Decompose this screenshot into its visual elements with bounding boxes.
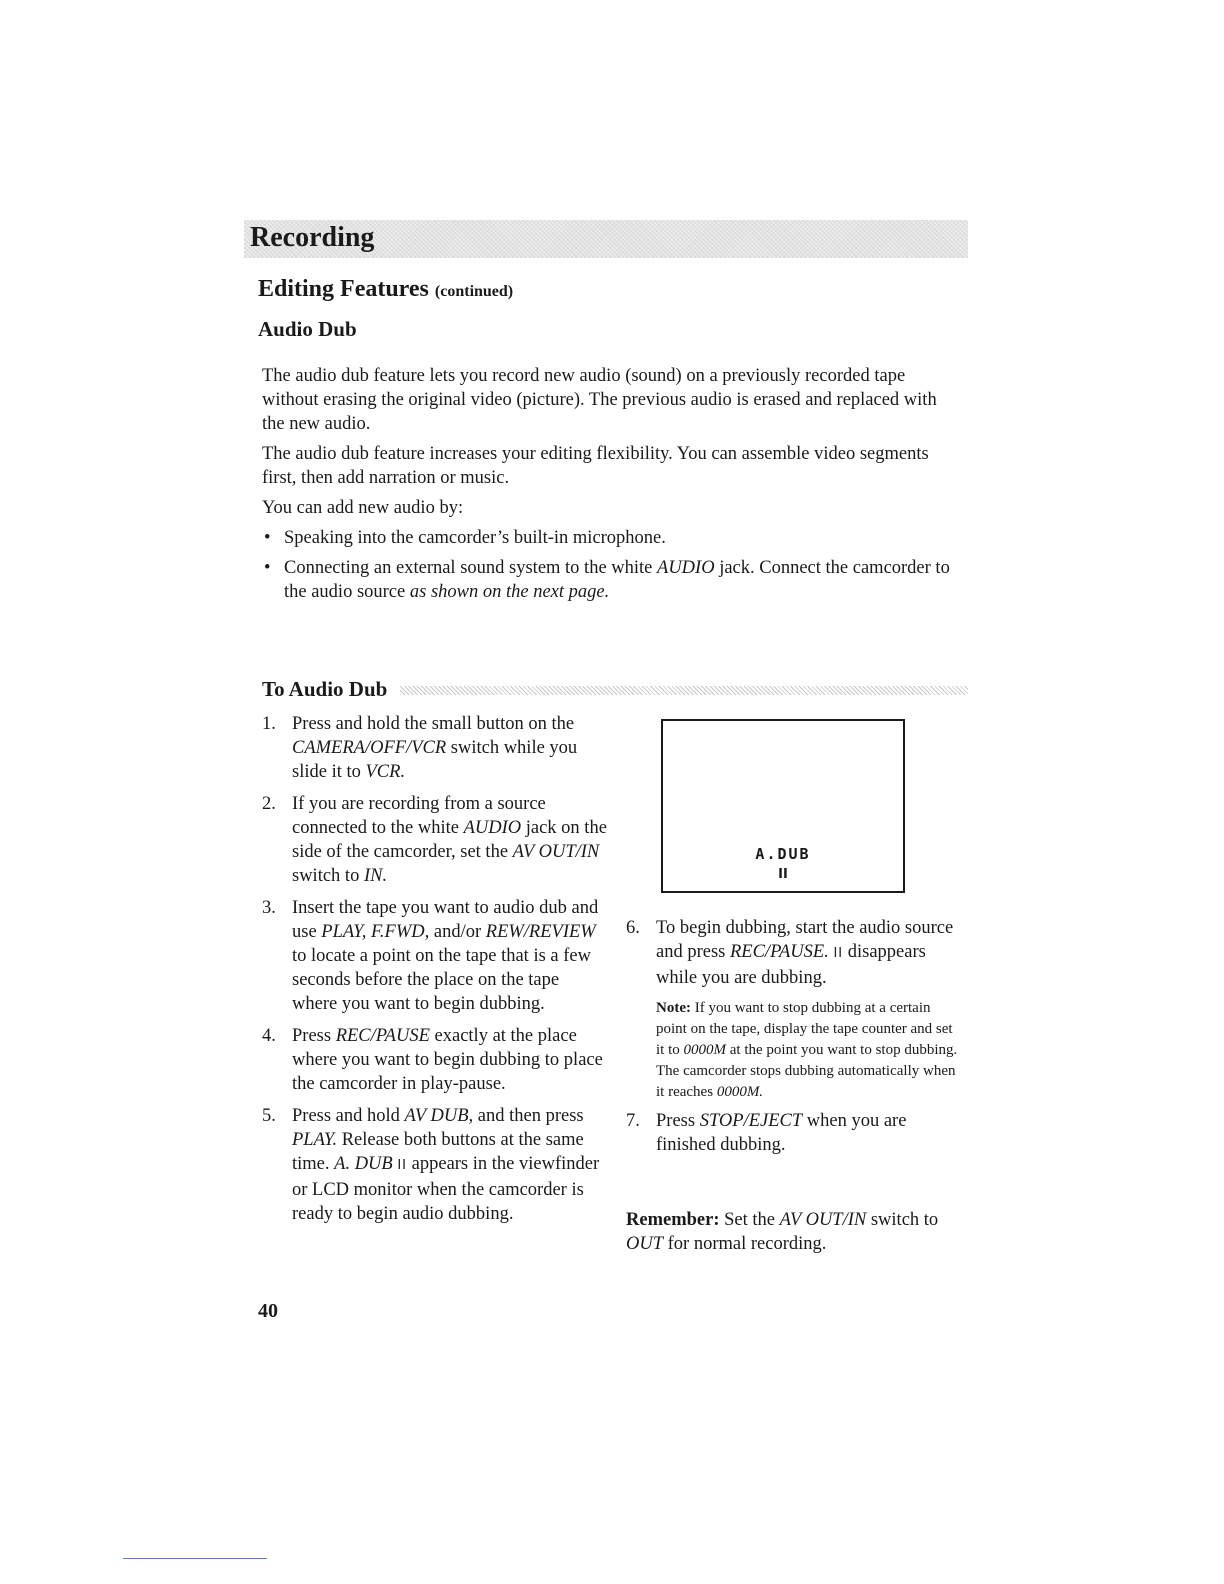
heading-title: Editing Features — [258, 276, 429, 302]
step-item — [626, 916, 962, 990]
text-run: switch to — [292, 866, 364, 886]
text-run: Release both buttons at the same time. — [292, 1130, 584, 1174]
text-run: PLAY. — [292, 1130, 338, 1150]
step-item — [262, 792, 607, 888]
step-number: 3. — [262, 898, 276, 918]
step-item — [262, 1104, 607, 1226]
display-pause-icon: II — [778, 867, 788, 882]
text-run: for normal recording. — [663, 1234, 827, 1254]
text-run: If you want to stop dubbing at a certain point on the tape, display the tape counter and set it to — [656, 1000, 953, 1058]
text-run: A. DUB — [334, 1154, 393, 1174]
text-run: when you are finished dubbing. — [656, 1111, 907, 1155]
text-run: Press — [656, 1111, 700, 1131]
to-audio-dub-title: To Audio Dub — [262, 677, 393, 702]
remember-note — [626, 1208, 966, 1256]
note — [656, 998, 962, 1103]
bullet-list — [262, 526, 952, 604]
text-run: as shown on the next page. — [409, 582, 610, 602]
heading-suffix: (continued) — [434, 283, 514, 300]
steps-column-right — [626, 916, 962, 1165]
section-header-band — [244, 220, 968, 258]
viewfinder-display — [661, 719, 905, 893]
text-run: AUDIO — [463, 818, 522, 838]
text-run: If you are recording from a source connected to the white — [292, 794, 546, 838]
step-item — [262, 712, 607, 784]
pause-icon: II — [397, 1158, 408, 1173]
text-run: CAMERA/OFF/VCR — [292, 738, 447, 758]
footer-rule — [123, 1558, 267, 1559]
step-number: 1. — [262, 714, 276, 734]
text-run: To begin dubbing, start the audio source and press — [656, 918, 954, 962]
bullet-item — [262, 556, 952, 604]
intro-section — [262, 364, 952, 610]
text-run: Insert the tape you want to audio dub and use — [292, 898, 599, 942]
text-run: REC/PAUSE — [335, 1026, 430, 1046]
text-run: switch while you slide it to — [292, 738, 578, 782]
text-run: AV OUT/IN — [512, 842, 600, 862]
text-run: exactly at the place where you want to begin dubbing to place the camcorder in play-pause. — [292, 1026, 603, 1094]
to-audio-dub-header — [262, 677, 968, 705]
divider — [400, 686, 968, 695]
text-run: OUT — [626, 1234, 664, 1254]
intro-paragraph: The audio dub feature lets you record new audio (sound) on a previously recorded tape without erasing the original video (picture). The previous audio is erased and replaced with the new audio. — [262, 366, 937, 434]
display-mode-text: A.DUB — [755, 845, 811, 863]
text-run: Press and hold the small button on the — [292, 714, 575, 734]
step-number: 5. — [262, 1106, 276, 1126]
text-run: 0000M — [683, 1042, 727, 1058]
text-run: Connecting an external sound system to the white — [284, 558, 658, 578]
text-run: AV DUB, — [404, 1106, 474, 1126]
page-number: 40 — [258, 1300, 278, 1322]
text-run: Press — [292, 1026, 336, 1046]
step-number: 2. — [262, 794, 276, 814]
note-label: Note: — [656, 1000, 691, 1016]
step-item — [262, 896, 607, 1016]
text-run: 0000M. — [716, 1084, 764, 1100]
text-run: jack on the side of the camcorder, set the — [292, 818, 607, 862]
remember-label: Remember: — [626, 1210, 720, 1230]
subheading: Audio Dub — [258, 317, 357, 341]
text-run: VCR. — [365, 762, 406, 782]
step-number: 4. — [262, 1026, 276, 1046]
text-run: to locate a point on the tape that is a few seconds before the place on the tape where you want to begin dubbing. — [292, 946, 591, 1014]
section-title: Recording — [250, 222, 375, 253]
text-run: and/or — [429, 922, 486, 942]
intro-paragraph: You can add new audio by: — [262, 498, 464, 518]
text-run: and then press — [473, 1106, 584, 1126]
text-run: disappears while you are dubbing. — [656, 942, 926, 988]
step-number: 6. — [626, 918, 640, 938]
step-item — [262, 1024, 607, 1096]
text-run: STOP/EJECT — [699, 1111, 803, 1131]
page-heading — [258, 276, 513, 303]
step-number: 7. — [626, 1111, 640, 1131]
text-run: jack. Connect the camcorder to the audio source — [284, 558, 950, 602]
text-run: PLAY, F.FWD, — [321, 922, 430, 942]
step-item — [626, 1109, 962, 1157]
text-run: REW/REVIEW — [485, 922, 596, 942]
text-run: AV OUT/IN — [779, 1210, 867, 1230]
intro-paragraph: The audio dub feature increases your editing flexibility. You can assemble video segments first, then add narration or music. — [262, 444, 929, 488]
text-run: AUDIO — [657, 558, 715, 578]
text-run: at the point you want to stop dubbing. The camcorder stops dubbing automatically when it reaches — [656, 1042, 958, 1100]
pause-icon: II — [833, 946, 844, 961]
text-run: Set the — [719, 1210, 780, 1230]
text-run: IN. — [363, 866, 388, 886]
text-run: switch to — [866, 1210, 939, 1230]
text-run: Press and hold — [292, 1106, 405, 1126]
text-run: appears in the viewfinder or LCD monitor when the camcorder is ready to begin audio dubbing. — [292, 1154, 600, 1224]
steps-column-left — [262, 712, 607, 1234]
text-run: REC/PAUSE. — [729, 942, 829, 962]
bullet-item: • Speaking into the camcorder’s built-in microphone. — [262, 526, 952, 550]
